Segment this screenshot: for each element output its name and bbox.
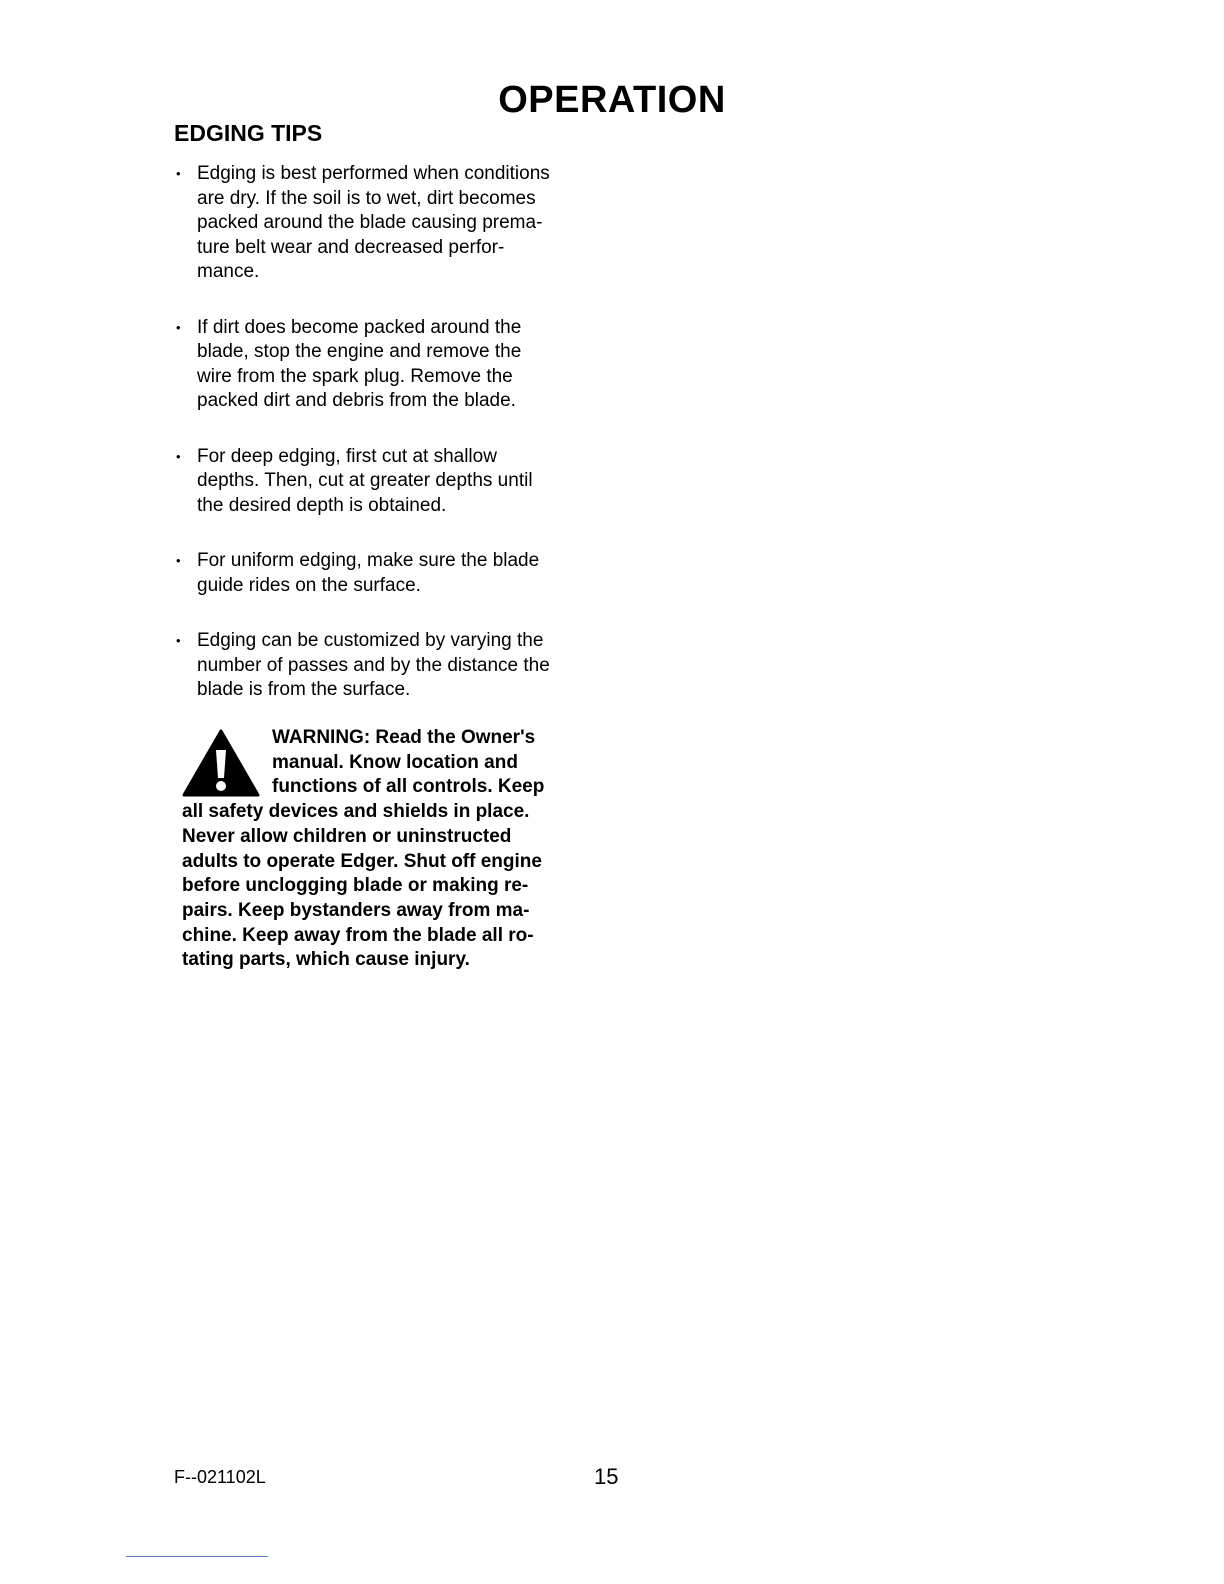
- tip-line: guide rides on the surface.: [197, 574, 421, 596]
- tip-line: number of passes and by the distance the: [197, 654, 550, 676]
- document-code: F--021102L: [174, 1467, 266, 1487]
- warning-triangle-icon: [182, 728, 260, 798]
- tip-line: packed dirt and debris from the blade.: [197, 390, 516, 411]
- tip-line: mance.: [197, 261, 260, 282]
- edging-tips-list: [174, 162, 594, 703]
- warning-line: chine. Keep away from the blade all ro-: [182, 924, 534, 946]
- bullet-icon: •: [176, 633, 181, 648]
- tip-line: For uniform edging, make sure the blade: [197, 550, 540, 571]
- page-number: 15: [594, 1464, 619, 1489]
- tip-line: blade is from the surface.: [197, 679, 411, 700]
- warning-line: all safety devices and shields in place.: [182, 801, 530, 823]
- warning-line: before unclogging blade or making re-: [182, 875, 529, 897]
- warning-line: manual. Know location and: [272, 751, 518, 773]
- section-heading-edging-tips: EDGING TIPS: [174, 120, 323, 146]
- warning-line: adults to operate Edger. Shut off engine: [182, 850, 542, 872]
- warning-line: Never allow children or uninstructed: [182, 825, 512, 847]
- tip-line: the desired depth is obtained.: [197, 494, 447, 516]
- page-title: OPERATION: [498, 79, 726, 121]
- bottom-rule-divider: [126, 1556, 268, 1557]
- warning-line: WARNING: Read the Owner's: [272, 727, 536, 748]
- warning-line: functions of all controls. Keep: [272, 776, 545, 798]
- tip-line: ture belt wear and decreased perfor-: [197, 236, 505, 258]
- tip-line: Edging is best performed when conditions: [197, 163, 550, 184]
- tip-line: wire from the spark plug. Remove the: [197, 365, 513, 387]
- warning-line: tating parts, which cause injury.: [182, 949, 470, 971]
- list-item: [174, 445, 594, 519]
- list-item: [174, 549, 594, 598]
- tip-line: depths. Then, cut at greater depths until: [197, 470, 533, 491]
- warning-line: pairs. Keep bystanders away from ma-: [182, 899, 530, 921]
- list-item: [174, 629, 594, 703]
- tip-line: If dirt does become packed around the: [197, 316, 522, 338]
- bullet-icon: •: [176, 166, 181, 181]
- tip-line: Edging can be customized by varying the: [197, 630, 544, 651]
- tip-line: packed around the blade causing prema-: [197, 212, 543, 233]
- list-item: [174, 162, 594, 285]
- tip-line: blade, stop the engine and remove the: [197, 341, 522, 362]
- warning-notice: [182, 726, 582, 973]
- tip-line: For deep edging, first cut at shallow: [197, 445, 497, 467]
- bullet-icon: •: [176, 553, 181, 568]
- bullet-icon: •: [176, 448, 181, 464]
- warning-exclamation-dot: [216, 781, 226, 791]
- list-item: [174, 316, 594, 414]
- bullet-icon: •: [176, 319, 181, 335]
- tip-line: are dry. If the soil is to wet, dirt becomes: [197, 187, 536, 209]
